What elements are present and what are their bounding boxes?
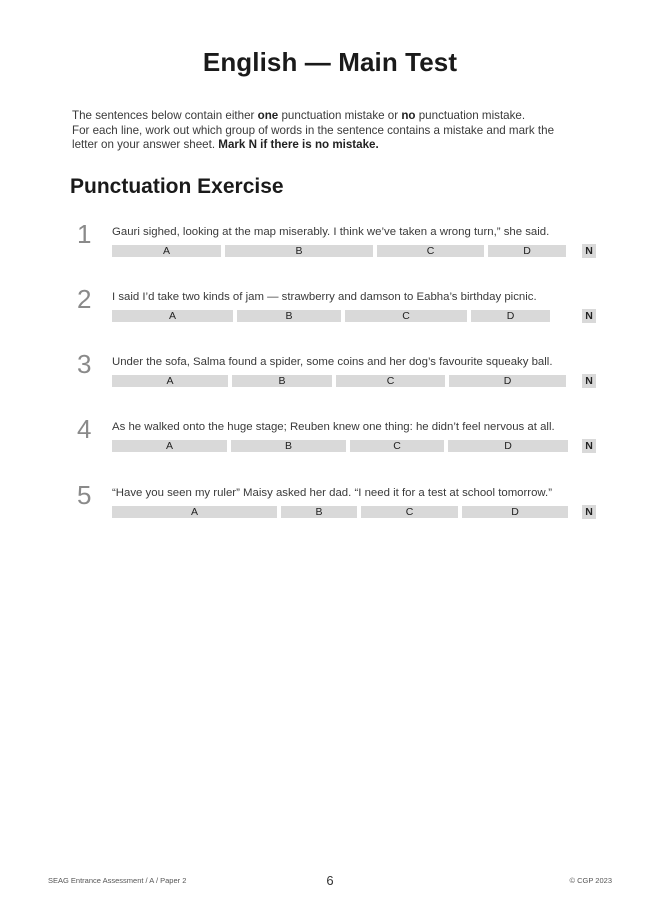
question-3	[0, 349, 660, 406]
instructions-text: letter on your answer sheet.	[72, 138, 219, 151]
instructions-emphasis: Mark N if there is no mistake.	[218, 138, 379, 151]
instructions-emphasis: one	[257, 109, 279, 122]
instructions-emphasis: no	[401, 109, 416, 122]
answer-option-b[interactable]: B	[237, 310, 341, 322]
answer-option-d[interactable]: D	[488, 245, 566, 257]
answer-option-none[interactable]: N	[582, 505, 596, 519]
question-number: 3	[77, 349, 92, 379]
answer-option-c[interactable]: C	[345, 310, 467, 322]
page-number: 6	[326, 873, 334, 888]
instructions-text: punctuation mistake or	[278, 109, 402, 122]
answer-option-a[interactable]: A	[112, 375, 228, 387]
answer-option-a[interactable]: A	[112, 440, 227, 452]
answer-option-c[interactable]: C	[361, 506, 458, 518]
answer-option-d[interactable]: D	[462, 506, 568, 518]
answer-option-a[interactable]: A	[112, 245, 221, 257]
question-number: 2	[77, 284, 92, 314]
question-sentence: As he walked onto the huge stage; Reuben knew one thing: he didn’t feel nervous at all.	[112, 421, 555, 433]
question-sentence: “Have you seen my ruler” Maisy asked her dad. “I need it for a test at school tomorrow.”	[112, 487, 552, 499]
instructions-text: The sentences below contain either	[72, 109, 258, 122]
section-title: Punctuation Exercise	[70, 175, 284, 198]
instructions-line-2: For each line, work out which group of words in the sentence contains a mistake and mark the	[72, 123, 555, 137]
answer-option-none[interactable]: N	[582, 439, 596, 453]
answer-option-d[interactable]: D	[471, 310, 550, 322]
question-number: 1	[77, 219, 92, 249]
question-sentence: Gauri sighed, looking at the map miserably. I think we’ve taken a wrong turn,” she said.	[112, 226, 550, 238]
question-number: 4	[77, 414, 92, 444]
answer-option-a[interactable]: A	[112, 310, 233, 322]
question-2	[0, 284, 660, 341]
answer-option-c[interactable]: C	[336, 375, 445, 387]
instructions	[72, 109, 612, 153]
answer-option-none[interactable]: N	[582, 309, 596, 323]
answer-option-c[interactable]: C	[350, 440, 444, 452]
footer-copyright: © CGP 2023	[569, 876, 612, 885]
answer-option-b[interactable]: B	[231, 440, 346, 452]
instructions-line-3	[72, 138, 612, 153]
answer-option-d[interactable]: D	[449, 375, 566, 387]
question-number: 5	[77, 480, 92, 510]
answer-option-c[interactable]: C	[377, 245, 484, 257]
answer-option-a[interactable]: A	[112, 506, 277, 518]
answer-option-none[interactable]: N	[582, 374, 596, 388]
answer-option-b[interactable]: B	[281, 506, 357, 518]
question-sentence: I said I’d take two kinds of jam — strawberry and damson to Eabha’s birthday picnic.	[112, 291, 537, 303]
page-title: English — Main Test	[202, 47, 458, 77]
question-sentence: Under the sofa, Salma found a spider, some coins and her dog’s favourite squeaky ball.	[112, 356, 553, 368]
question-1	[0, 219, 660, 276]
question-4	[0, 414, 660, 471]
question-5	[0, 480, 660, 537]
answer-option-none[interactable]: N	[582, 244, 596, 258]
answer-option-d[interactable]: D	[448, 440, 568, 452]
instructions-line-1	[72, 109, 612, 124]
answer-option-b[interactable]: B	[232, 375, 332, 387]
answer-option-b[interactable]: B	[225, 245, 373, 257]
footer-paper-reference: SEAG Entrance Assessment / A / Paper 2	[48, 876, 187, 885]
instructions-text: punctuation mistake.	[415, 109, 526, 122]
